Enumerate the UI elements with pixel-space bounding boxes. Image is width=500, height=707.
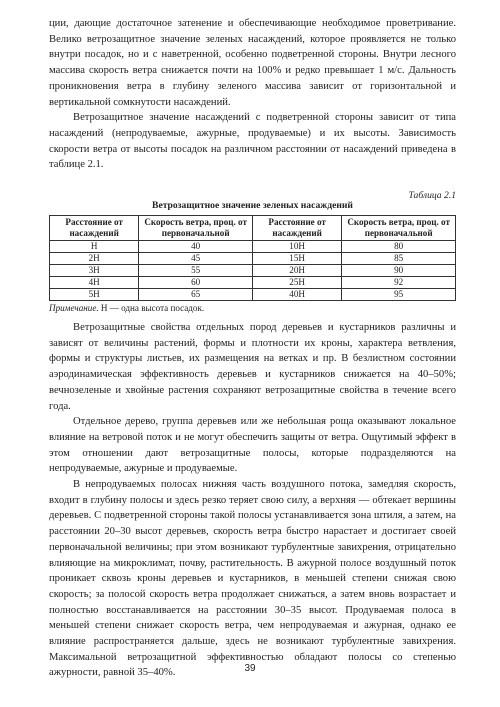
paragraph: Ветрозащитное значение насаждений с подветренной стороны зависит от типа насаждений (непродуваемые, ажурные, продуваемые) и их высоты. Зависимость скорости ветра от высоты посадок на различном расстоянии от насаждений приведена в таблице 2.1.	[49, 112, 456, 171]
table-cell: 25Н	[252, 277, 341, 289]
table-title: Ветрозащитное значение зеленых насаждений	[152, 200, 353, 211]
table-row	[50, 241, 456, 253]
table-cell: 90	[342, 265, 456, 277]
table-cell: 15Н	[252, 253, 341, 265]
table-cell: 40	[139, 241, 253, 253]
table-caption: Таблица 2.1	[408, 190, 456, 201]
wind-table	[49, 215, 456, 301]
table-cell: 55	[139, 265, 253, 277]
table-cell: 95	[342, 289, 456, 301]
table-cell: 3Н	[50, 265, 139, 277]
table-cell: 5Н	[50, 289, 139, 301]
paragraph: В непродуваемых полосах нижняя часть воздушного потока, замедляя скорость, входит в глубину полосы и здесь резко теряет свою силу, а верхняя — обтекает вершины деревьев. С подветренной стороны такой полосы устанавливается зона штиля, а затем, на расстоянии 20–30 высот деревьев, скорость ветра быстро нарастает и достигает своей первоначальной величины; при этом возникают турбулентные завихрения, отрицательно влияющие на микроклимат, почву, растительность. В ажурной полосе воздушный поток проникает сквозь кроны деревьев и кустарников, в меньшей степени снижая свою скорость; за полосой скорость ветра продолжает снижаться, а затем вновь возрастает и полностью восстанавливается на расстоянии 30–35 высот. Продуваемая полоса в меньшей степени снижает скорость ветра, чем непродуваемая и ажурная, однако ее влияние распространяется дальше, здесь не возникают турбулентные завихрения. Максимальной ветрозащитной эффективностью обладают полосы со степенью ажурности, равной 35–40%.	[49, 479, 456, 679]
table-cell: 45	[139, 253, 253, 265]
table-note-label: Примечание.	[49, 303, 99, 313]
header-cell: Скорость ветра, проц. от первоначальной	[342, 216, 456, 241]
paragraph: Отдельное дерево, группа деревьев или же небольшая роща оказывают локальное влияние на ветровой поток и не могут обеспечить защиты от ветра. Ощутимый эффект в этом отношении дают ветрозащитные полосы, которые подразделяются на непродуваемые, ажурные и продуваемые.	[49, 416, 456, 475]
page-number: 39	[244, 663, 256, 674]
paragraph: ции, дающие достаточное затенение и обеспечивающие необходимое проветривание. Велико ветрозащитное значение зеленых насаждений, которое проявляется не только внутри посадок, но и с наветренной, особенно подветренной стороны. Внутри лесного массива скорость ветра снижается почти на 100% и редко превышает 1 м/с. Дальность проникновения ветра в глубину зеленого массива зависит от горизонтальной и вертикальной сомкнутости насаждений.	[49, 18, 456, 108]
table-cell: 40Н	[252, 289, 341, 301]
text-block-top	[49, 16, 456, 173]
table-row	[50, 253, 456, 265]
table-cell: 4Н	[50, 277, 139, 289]
header-cell: Расстояние от насаждений	[252, 216, 341, 241]
table-cell: Н	[50, 241, 139, 253]
table-cell: 10Н	[252, 241, 341, 253]
table-cell: 2Н	[50, 253, 139, 265]
table-row	[50, 277, 456, 289]
header-cell: Расстояние от насаждений	[50, 216, 139, 241]
table-cell: 65	[139, 289, 253, 301]
paragraph: Ветрозащитные свойства отдельных пород деревьев и кустарников различны и зависят от величины растений, формы и плотности их кроны, характера ветвления, формы и структуры листьев, их размещения на ветках и пр. В безлистном состоянии аэродинамическая эффективность деревьев и кустарников снижается на 40–50%; вечнозеленые и хвойные растения сохраняют ветрозащитные свойства в течение всего года.	[49, 322, 456, 412]
table-note-text: Н — одна высота посадок.	[98, 303, 205, 313]
table-note	[49, 303, 204, 313]
table-row	[50, 265, 456, 277]
table-cell: 85	[342, 253, 456, 265]
table-cell: 60	[139, 277, 253, 289]
text-block-bottom	[49, 320, 456, 681]
table-cell: 20Н	[252, 265, 341, 277]
table-cell: 80	[342, 241, 456, 253]
header-cell: Скорость ветра, проц. от первоначальной	[139, 216, 253, 241]
table-cell: 92	[342, 277, 456, 289]
table-row	[50, 289, 456, 301]
table-header-row	[50, 216, 456, 241]
